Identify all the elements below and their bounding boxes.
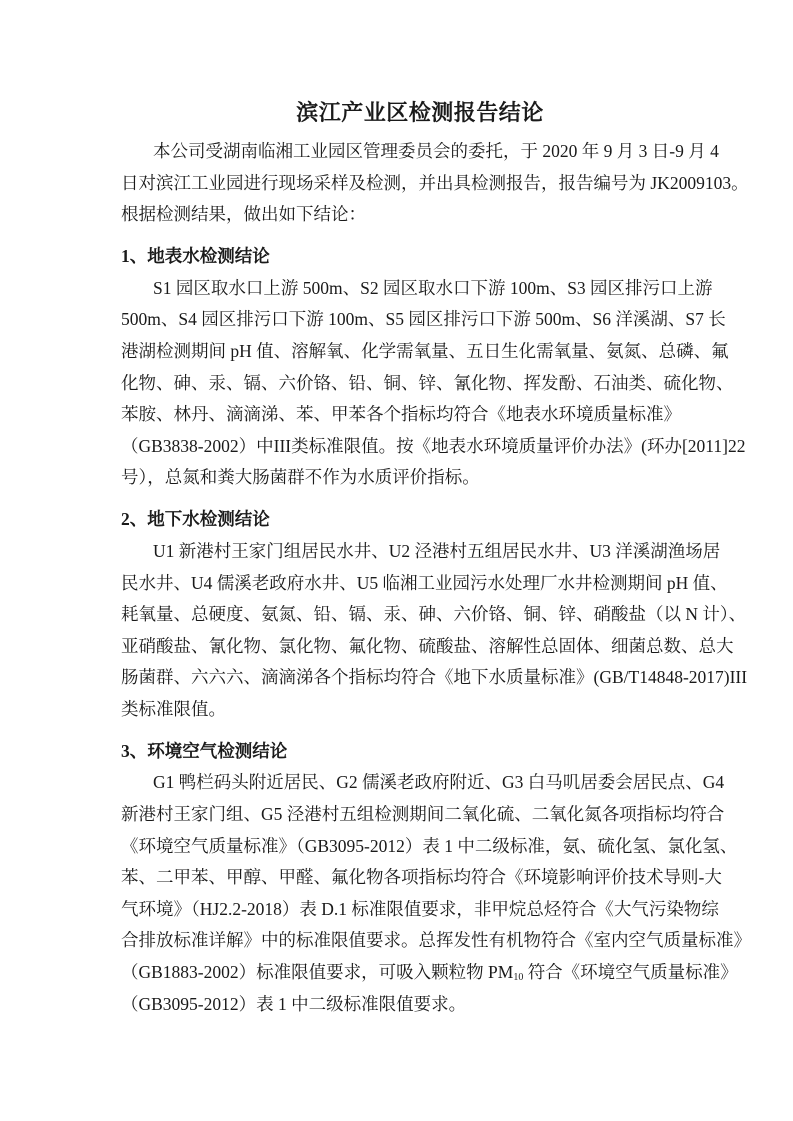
section-heading: 2、地下水检测结论 bbox=[121, 509, 270, 530]
text-line: 苯胺、林丹、滴滴涕、苯、甲苯各个指标均符合《地表水环境质量标准》 bbox=[121, 404, 681, 425]
text-line: 根据检测结果，做出如下结论： bbox=[121, 204, 366, 225]
text-line: U1 新港村王家门组居民水井、U2 泾港村五组居民水井、U3 洋溪湖渔场居 bbox=[153, 540, 721, 561]
section-paragraph bbox=[121, 273, 746, 494]
text-line: 合排放标准详解》中的标准限值要求。总挥发性有机物符合《室内空气质量标准》 bbox=[121, 930, 751, 951]
section-paragraph bbox=[121, 767, 751, 1020]
text-line: 本公司受湖南临湘工业园区管理委员会的委托，于 2020 年 9 月 3 日-9 月 4 bbox=[153, 141, 719, 161]
intro-paragraph bbox=[121, 136, 749, 231]
section bbox=[121, 736, 751, 1020]
section-heading: 1、地表水检测结论 bbox=[121, 246, 270, 267]
text-line bbox=[121, 957, 738, 989]
text-line: 日对滨江工业园进行现场采样及检测，并出具检测报告，报告编号为 JK2009103。 bbox=[121, 172, 749, 193]
text-line: 耗氧量、总硬度、氨氮、铅、镉、汞、砷、六价铬、铜、锌、硝酸盐（以 N 计）、 bbox=[121, 604, 747, 625]
text-line: 民水井、U4 儒溪老政府水井、U5 临湘工业园污水处理厂水井检测期间 pH 值、 bbox=[121, 572, 728, 593]
text-segment: 符合《环境空气质量标准》 bbox=[523, 962, 738, 983]
document-title: 滨江产业区检测报告结论 bbox=[296, 100, 544, 125]
text-line: 号），总氮和粪大肠菌群不作为水质评价指标。 bbox=[121, 467, 480, 488]
text-line: （GB3095-2012）表 1 中二级标准限值要求。 bbox=[121, 993, 467, 1014]
text-line: 气环境》（HJ2.2-2018）表 D.1 标准限值要求，非甲烷总烃符合《大气污染物综 bbox=[121, 898, 719, 919]
text-line: 类标准限值。 bbox=[121, 698, 226, 719]
sections bbox=[121, 241, 751, 1020]
text-line: 新港村王家门组、G5 泾港村五组检测期间二氧化硫、二氧化氮各项指标均符合 bbox=[121, 804, 725, 825]
text-line: （GB3838-2002）中III类标准限值。按《地表水环境质量评价办法》(环办[2011]22 bbox=[121, 435, 746, 456]
section-paragraph bbox=[121, 536, 748, 726]
text-line: 500m、S4 园区排污口下游 100m、S5 园区排污口下游 500m、S6 洋溪湖、S7 长 bbox=[121, 309, 726, 330]
text-line: 《环境空气质量标准》（GB3095-2012）表 1 中二级标准，氨、硫化氢、氯化氢、 bbox=[121, 835, 738, 856]
text-line: 化物、砷、汞、镉、六价铬、铅、铜、锌、氰化物、挥发酚、石油类、硫化物、 bbox=[121, 372, 734, 393]
section bbox=[121, 241, 746, 494]
text-line: S1 园区取水口上游 500m、S2 园区取水口下游 100m、S3 园区排污口上游 bbox=[153, 277, 713, 298]
text-line: 肠菌群、六六六、滴滴涕各个指标均符合《地下水质量标准》(GB/T14848-2017)III bbox=[121, 667, 748, 688]
text-segment: （GB1883-2002）标准限值要求，可吸入颗粒物 PM bbox=[121, 962, 514, 983]
text-line: 港湖检测期间 pH 值、溶解氧、化学需氧量、五日生化需氧量、氨氮、总磷、氟 bbox=[121, 340, 729, 361]
document-page bbox=[121, 97, 751, 1020]
text-line: G1 鸭栏码头附近居民、G2 儒溪老政府附近、G3 白马叽居委会居民点、G4 bbox=[153, 772, 725, 793]
text-line: 亚硝酸盐、氰化物、氯化物、氟化物、硫酸盐、溶解性总固体、细菌总数、总大 bbox=[121, 635, 734, 656]
subscript-text: 10 bbox=[513, 972, 524, 984]
section bbox=[121, 504, 748, 725]
text-line: 苯、二甲苯、甲醇、甲醛、氟化物各项指标均符合《环境影响评价技术导则-大 bbox=[121, 867, 722, 888]
section-heading: 3、环境空气检测结论 bbox=[121, 740, 288, 761]
